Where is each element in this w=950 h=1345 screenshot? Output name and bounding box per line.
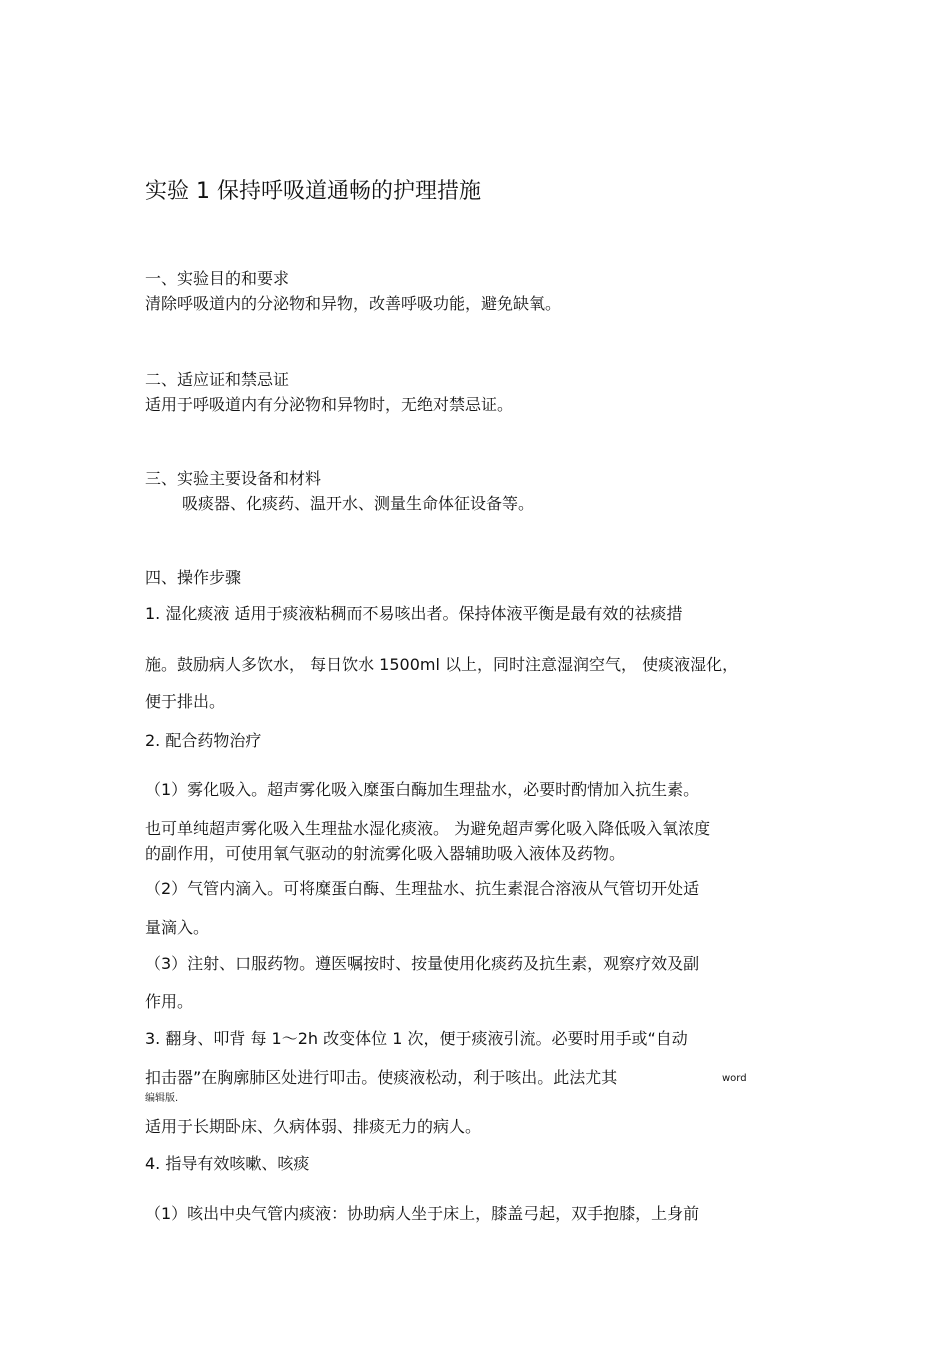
section-heading-1: 一、实验目的和要求 — [145, 269, 290, 288]
paragraph-line: （3）注射、口服药物。遵医嘱按时、按量使用化痰药及抗生素，观察疗效及副 — [145, 954, 700, 973]
document-title: 实验 1 保持呼吸道通畅的护理措施 — [145, 179, 481, 204]
watermark-edition: 编辑版. — [145, 1093, 179, 1104]
paragraph-line: 的副作用，可使用氧气驱动的射流雾化吸入器辅助吸入液体及药物。 — [145, 844, 626, 863]
paragraph-line: 1. 湿化痰液 适用于痰液粘稠而不易咳出者。保持体液平衡是最有效的祛痰措 — [145, 604, 683, 623]
section-heading-4: 四、操作步骤 — [145, 568, 242, 587]
paragraph-line: 适用于长期卧床、久病体弱、排痰无力的病人。 — [145, 1117, 482, 1136]
paragraph-line: 扣击器”在胸廓肺区处进行叩击。使痰液松动，利于咳出。此法尤其 — [145, 1068, 618, 1087]
section-heading-2: 二、适应证和禁忌证 — [145, 370, 290, 389]
paragraph-line: 便于排出。 — [145, 692, 226, 711]
paragraph-line: 适用于呼吸道内有分泌物和异物时，无绝对禁忌证。 — [145, 395, 514, 414]
paragraph-line: 也可单纯超声雾化吸入生理盐水湿化痰液。 为避免超声雾化吸入降低吸入氧浓度 — [145, 819, 711, 838]
paragraph-line: 4. 指导有效咳嗽、咳痰 — [145, 1154, 310, 1173]
section-heading-3: 三、实验主要设备和材料 — [145, 469, 322, 488]
paragraph-line: 2. 配合药物治疗 — [145, 731, 262, 750]
paragraph-line: 清除呼吸道内的分泌物和异物，改善呼吸功能，避免缺氧。 — [145, 294, 562, 313]
paragraph-line: 施。鼓励病人多饮水， 每日饮水 1500ml 以上，同时注意湿润空气， 使痰液湿化， — [145, 655, 739, 674]
watermark-word: word — [722, 1073, 747, 1084]
paragraph-line: 作用。 — [145, 992, 194, 1011]
paragraph-line: 量滴入。 — [145, 918, 210, 937]
paragraph-line: 3. 翻身、叩背 每 1～2h 改变体位 1 次，便于痰液引流。必要时用手或“自动 — [145, 1029, 688, 1048]
paragraph-line: （2）气管内滴入。可将糜蛋白酶、生理盐水、抗生素混合溶液从气管切开处适 — [145, 879, 700, 898]
paragraph-line: 吸痰器、化痰药、温开水、测量生命体征设备等。 — [182, 494, 535, 513]
paragraph-line: （1）雾化吸入。超声雾化吸入糜蛋白酶加生理盐水，必要时酌情加入抗生素。 — [145, 780, 700, 799]
paragraph-line: （1）咳出中央气管内痰液：协助病人坐于床上，膝盖弓起，双手抱膝，上身前 — [145, 1204, 700, 1223]
